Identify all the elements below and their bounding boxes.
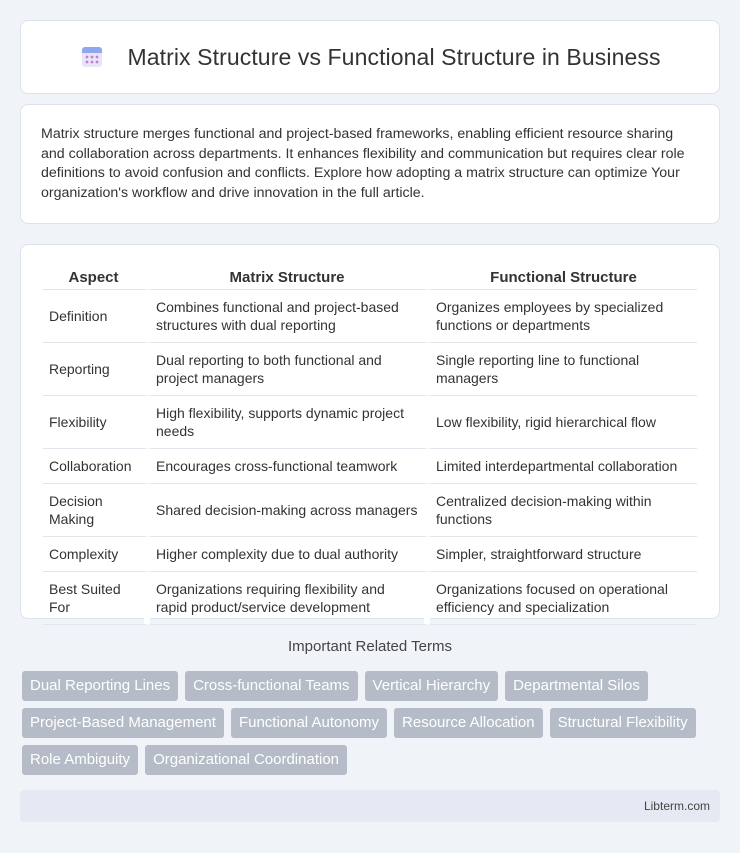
related-term-tag[interactable]: Role Ambiguity — [22, 745, 138, 775]
comparison-table-card — [20, 244, 720, 619]
table-cell: Dual reporting to both functional and project managers — [150, 343, 430, 396]
table-cell: Complexity — [43, 537, 150, 572]
related-term-tag[interactable]: Resource Allocation — [394, 708, 543, 738]
table-header-row — [43, 265, 697, 290]
table-cell: Limited interdepartmental collaboration — [430, 449, 697, 484]
intro-text: Matrix structure merges functional and project-based frameworks, enabling efficient resource sharing and collaboration across departments. It enhances flexibility and communication but requires clear role definitions to avoid confusion and conflicts. Explore how adopting a matrix structure can optimize Your organization's workflow and drive innovation in the full article. — [41, 126, 685, 201]
calendar-grid-icon — [79, 44, 105, 70]
footer-brand[interactable]: Libterm.com — [643, 799, 710, 813]
related-term-tag[interactable]: Structural Flexibility — [550, 708, 696, 738]
table-cell: Decision Making — [43, 484, 150, 537]
table-cell: Simpler, straightforward structure — [430, 537, 697, 572]
table-cell: Reporting — [43, 343, 150, 396]
related-term-tag[interactable]: Functional Autonomy — [231, 708, 387, 738]
table-row — [43, 449, 697, 484]
header-aspect: Aspect — [43, 265, 150, 290]
table-cell: Shared decision-making across managers — [150, 484, 430, 537]
related-term-tag[interactable]: Project-Based Management — [22, 708, 224, 738]
related-term-tag[interactable]: Dual Reporting Lines — [22, 671, 178, 701]
related-terms-title: Important Related Terms — [288, 638, 452, 655]
table-cell: Low flexibility, rigid hierarchical flow — [430, 396, 697, 449]
related-term-tag[interactable]: Organizational Coordination — [145, 745, 347, 775]
table-row — [43, 343, 697, 396]
table-cell: Single reporting line to functional managers — [430, 343, 697, 396]
table-row — [43, 484, 697, 537]
page-title: Matrix Structure vs Functional Structure in Business — [127, 43, 661, 70]
table-cell: Higher complexity due to dual authority — [150, 537, 430, 572]
footer-bar — [20, 790, 720, 822]
intro-card — [20, 104, 720, 224]
related-term-tag[interactable]: Departmental Silos — [505, 671, 648, 701]
table-cell: Organizations focused on operational efficiency and specialization — [430, 572, 697, 625]
header-card — [20, 20, 720, 94]
header-functional: Functional Structure — [430, 265, 697, 290]
table-row — [43, 572, 697, 625]
table-cell: Best Suited For — [43, 572, 150, 625]
table-cell: High flexibility, supports dynamic project needs — [150, 396, 430, 449]
table-row — [43, 396, 697, 449]
header-matrix: Matrix Structure — [150, 265, 430, 290]
table-cell: Centralized decision-making within functions — [430, 484, 697, 537]
table-row — [43, 290, 697, 343]
related-term-tag[interactable]: Cross-functional Teams — [185, 671, 357, 701]
table-cell: Combines functional and project-based structures with dual reporting — [150, 290, 430, 343]
related-terms-list — [22, 671, 722, 775]
table-cell: Encourages cross-functional teamwork — [150, 449, 430, 484]
table-cell: Organizes employees by specialized functions or departments — [430, 290, 697, 343]
table-cell: Flexibility — [43, 396, 150, 449]
comparison-table — [43, 265, 697, 625]
table-cell: Definition — [43, 290, 150, 343]
related-term-tag[interactable]: Vertical Hierarchy — [365, 671, 499, 701]
table-cell: Organizations requiring flexibility and rapid product/service development — [150, 572, 430, 625]
table-cell: Collaboration — [43, 449, 150, 484]
table-row — [43, 537, 697, 572]
